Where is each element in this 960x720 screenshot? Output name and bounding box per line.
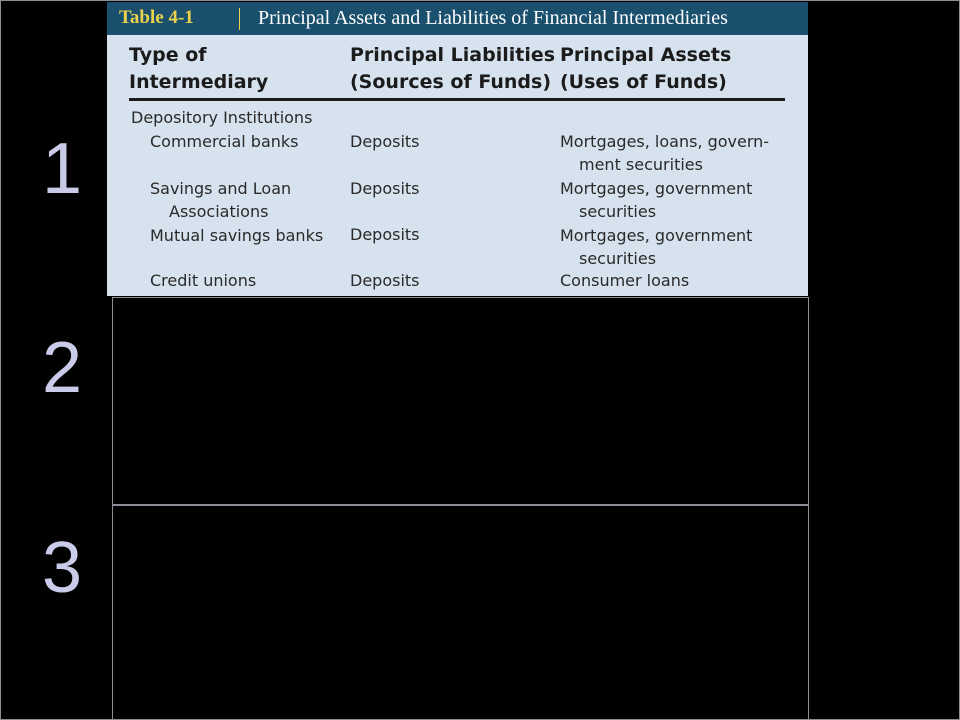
table-row-1-assets [560, 130, 769, 176]
table-row-3-type [150, 224, 323, 247]
table-row-2-type [150, 177, 291, 223]
asset-line: Mortgages, government [560, 226, 753, 245]
table-panel [107, 2, 808, 296]
header-divider [239, 8, 240, 30]
table-row-2-liabilities: Deposits [350, 179, 420, 198]
placeholder-box-3 [112, 505, 809, 720]
asset-line-cont: ment securities [579, 155, 703, 174]
type-line: Commercial banks [150, 132, 299, 151]
type-line: Savings and Loan [150, 179, 292, 198]
table-row-1-type [150, 130, 298, 153]
asset-line: Consumer loans [560, 271, 690, 290]
table-row-1-liabilities: Deposits [350, 132, 420, 151]
column-header-liabilities: Principal Liabilities (Sources of Funds) [350, 44, 556, 93]
row-number-3: 3 [41, 528, 83, 608]
type-line: Credit unions [150, 271, 257, 290]
group-label: Depository Institutions [131, 108, 313, 127]
header-rule [129, 98, 785, 101]
asset-line: Mortgages, loans, govern- [560, 132, 770, 151]
type-line-cont: Associations [169, 202, 269, 221]
table-row-3-liabilities: Deposits [350, 225, 420, 244]
table-row-4-assets [560, 269, 689, 292]
column-header-assets: Principal Assets (Uses of Funds) [560, 44, 732, 93]
table-label: Table 4-1 [119, 7, 194, 28]
table-header-bar [107, 2, 808, 35]
table-row-2-assets [560, 177, 752, 223]
table-row-4-type [150, 269, 256, 292]
asset-line: Mortgages, government [560, 179, 753, 198]
asset-line-cont: securities [579, 249, 657, 268]
asset-line-cont: securities [579, 202, 657, 221]
row-number-2: 2 [41, 328, 83, 408]
table-row-3-assets [560, 224, 752, 270]
column-header-type: Type of Intermediary [129, 44, 269, 93]
type-line: Mutual savings banks [150, 226, 324, 245]
table-title: Principal Assets and Liabilities of Financial Intermediaries [258, 7, 728, 29]
row-number-1: 1 [41, 129, 83, 209]
placeholder-box-2 [112, 297, 809, 505]
table-row-4-liabilities: Deposits [350, 271, 420, 290]
